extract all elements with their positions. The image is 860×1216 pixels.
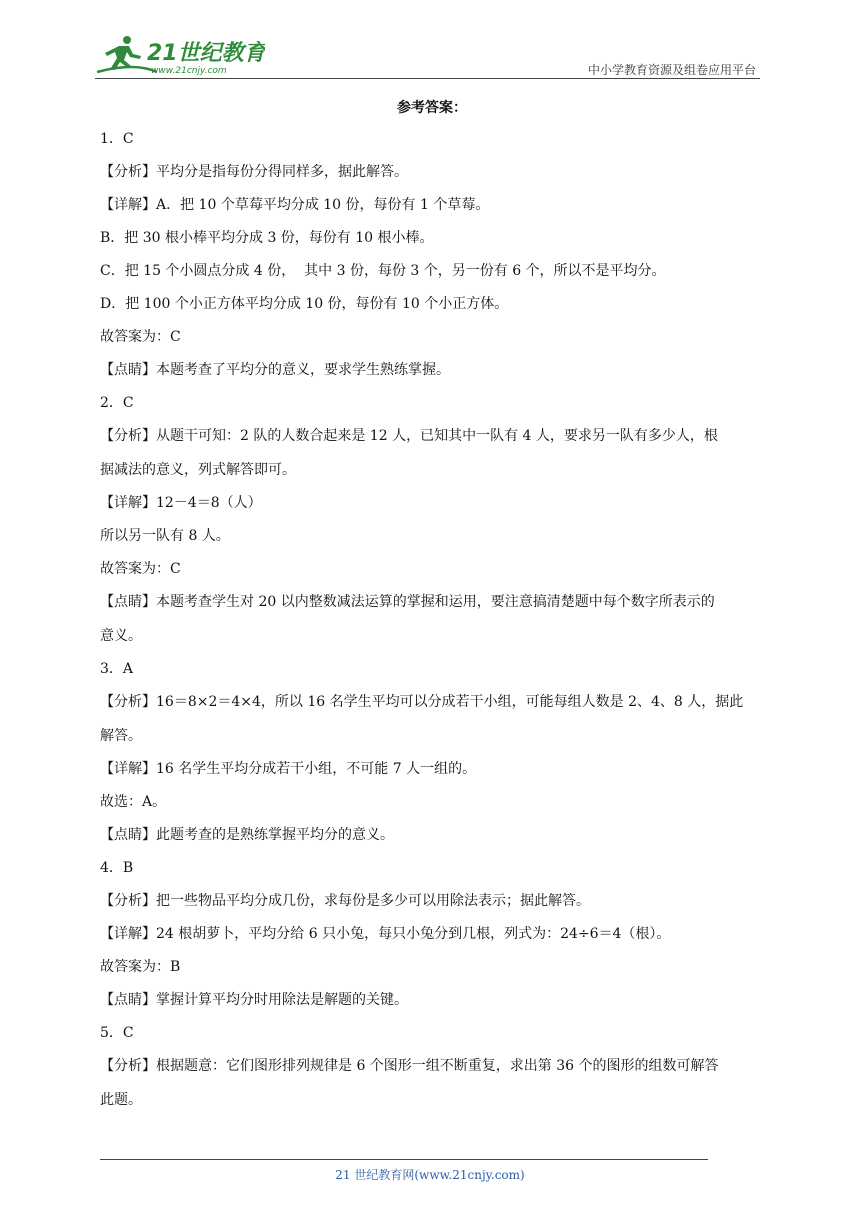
answer-line: 【分析】16＝8×2＝4×4，所以 16 名学生平均可以分成若干小组，可能每组人数是 2、4、8 人，据此 [100,694,744,710]
answer-line: 据减法的意义，列式解答即可。 [100,462,296,478]
answer-line: 【分析】从题干可知：2 队的人数合起来是 12 人，已知其中一队有 4 人，要求另一队有多少人，根 [100,428,718,444]
answer-line: 1．C [100,131,134,147]
footer-text: 21 世纪教育网(www.21cnjy.com) [335,1168,525,1182]
answer-line: 【详解】A．把 10 个草莓平均分成 10 份，每份有 1 个草莓。 [100,197,490,213]
answer-line: 【点睛】本题考查了平均分的意义，要求学生熟练掌握。 [100,362,450,378]
answer-line: 【详解】16 名学生平均分成若干小组，不可能 7 人一组的。 [100,761,477,777]
answer-line: 4．B [100,860,134,876]
answer-line: 【点睛】掌握计算平均分时用除法是解题的关键。 [100,992,408,1008]
answer-line: 故答案为：C [100,329,181,345]
answer-line: 故答案为：B [100,959,181,975]
answer-line: 【点睛】本题考查学生对 20 以内整数减法运算的掌握和运用，要注意搞清楚题中每个数字所表示的 [100,594,715,610]
answer-line: 【详解】24 根胡萝卜，平均分给 6 只小兔，每只小兔分到几根，列式为：24÷6＝4（根）。 [100,926,671,942]
header-divider [95,78,760,79]
logo-url: www.21cnjy.com [151,66,227,76]
answer-line: 【分析】根据题意：它们图形排列规律是 6 个图形一组不断重复，求出第 36 个的图形的组数可解答 [100,1058,719,1074]
answer-line: C．把 15 个小圆点分成 4 份， 其中 3 份，每份 3 个，另一份有 6 个，所以不是平均分。 [100,263,666,279]
header-tagline: 中小学教育资源及组卷应用平台 [587,63,756,77]
answer-line: 【详解】12－4＝8（人） [100,495,262,511]
page-title: 参考答案： [397,100,467,116]
answer-line: 意义。 [100,628,142,644]
answer-line: 故选：A。 [100,794,167,810]
answer-line: 5．C [100,1025,134,1041]
logo-text: 21世纪教育 [147,41,265,66]
answer-lines [100,131,764,1109]
footer-divider [100,1159,708,1160]
answer-line: 所以另一队有 8 人。 [100,528,230,544]
answer-line: B．把 30 根小棒平均分成 3 份，每份有 10 根小棒。 [100,230,434,246]
answer-line: 解答。 [100,728,142,744]
page-header [95,28,760,80]
answer-line: 【分析】平均分是指每份分得同样多，据此解答。 [100,164,408,180]
answer-line: 2．C [100,395,134,411]
site-logo [95,32,265,76]
answer-line: D．把 100 个小正方体平均分成 10 份，每份有 10 个小正方体。 [100,296,509,312]
answer-line: 此题。 [100,1092,142,1108]
answer-line: 【点睛】此题考查的是熟练掌握平均分的意义。 [100,827,394,843]
answer-content [100,100,764,1125]
answer-line: 故答案为：C [100,561,181,577]
answer-line: 3．A [100,661,134,677]
answer-line: 【分析】把一些物品平均分成几份，求每份是多少可以用除法表示；据此解答。 [100,893,590,909]
